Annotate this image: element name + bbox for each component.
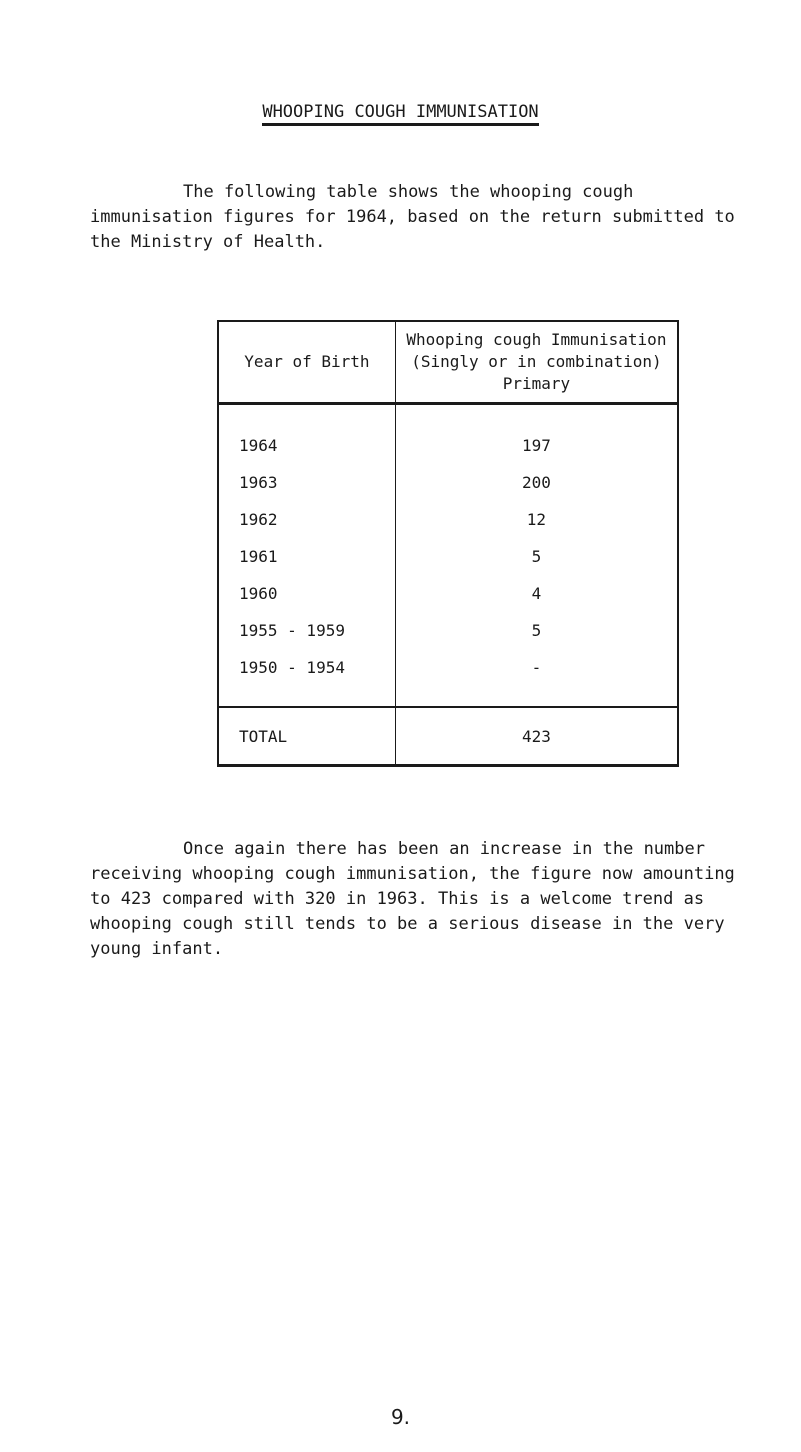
count-cell: 197 (395, 404, 678, 465)
count-cell: 12 (395, 501, 678, 538)
header-immunisation-line-1: Whooping cough Immunisation (406, 330, 667, 349)
table-row (218, 649, 678, 707)
page-title-text: WHOOPING COUGH IMMUNISATION (262, 102, 538, 126)
header-year-of-birth: Year of Birth (218, 321, 395, 404)
header-immunisation-line-3: Primary (502, 374, 571, 393)
year-cell: 1950 - 1954 (218, 649, 395, 707)
table-total-row (218, 707, 678, 766)
year-cell: 1964 (218, 404, 395, 465)
intro-paragraph: The following table shows the whooping cough immunisation figures for 1964, based on the return submitted to the Ministry of Health. (90, 182, 735, 252)
immunisation-table-container (217, 320, 679, 758)
page-title (0, 102, 801, 122)
count-cell: 200 (395, 464, 678, 501)
year-cell: 1963 (218, 464, 395, 501)
total-label: TOTAL (218, 707, 395, 766)
table-row (218, 538, 678, 575)
page-number: 9. (390, 1405, 411, 1429)
table-row (218, 464, 678, 501)
total-count: 423 (395, 707, 678, 766)
table-row (218, 404, 678, 465)
header-immunisation (395, 321, 678, 404)
immunisation-table (217, 320, 679, 767)
year-cell: 1960 (218, 575, 395, 612)
count-cell: 5 (395, 612, 678, 649)
table-row (218, 575, 678, 612)
count-cell: 4 (395, 575, 678, 612)
year-cell: 1962 (218, 501, 395, 538)
year-cell: 1961 (218, 538, 395, 575)
table-row (218, 501, 678, 538)
outro-paragraph: Once again there has been an increase in the number receiving whooping cough immunisation, the figure now amounting to 423 compared with 320 in 1963. This is a welcome trend as whooping cough still tends to be a serious disease in the very young infant. (90, 839, 735, 959)
table-row (218, 612, 678, 649)
header-immunisation-line-2: (Singly or in combination) (411, 352, 662, 371)
count-cell: - (395, 649, 678, 707)
count-cell: 5 (395, 538, 678, 575)
table-header-row (218, 321, 678, 404)
year-cell: 1955 - 1959 (218, 612, 395, 649)
